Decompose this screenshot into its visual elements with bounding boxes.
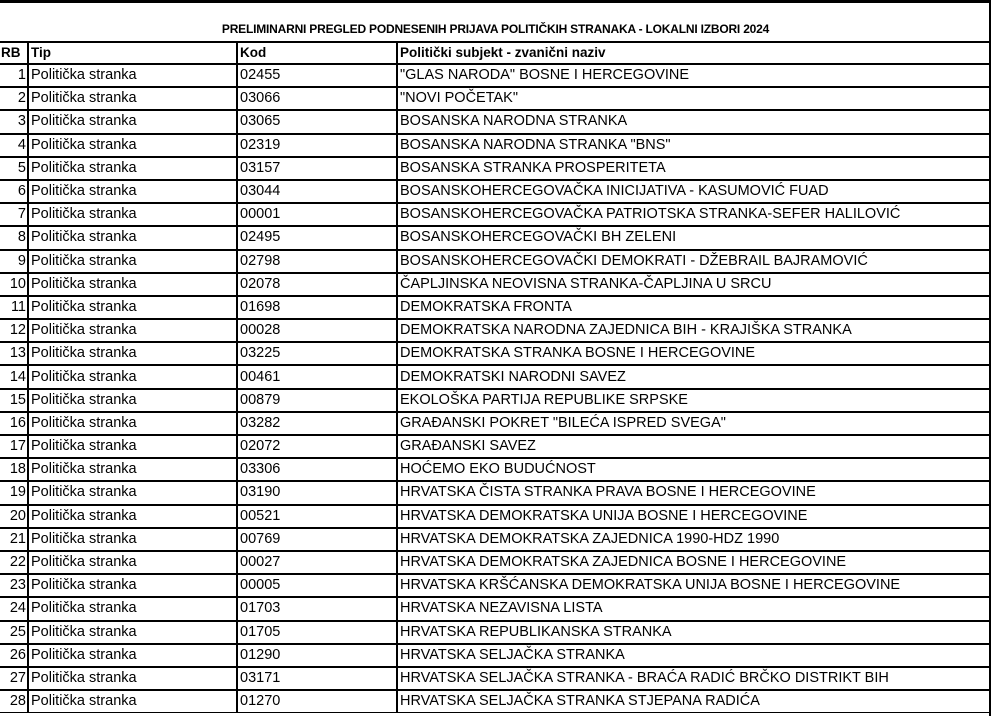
cell-rb: 21 (0, 528, 28, 551)
cell-naziv: GRAĐANSKI SAVEZ (397, 435, 991, 458)
table-row (0, 226, 991, 249)
cell-kod: 03171 (237, 667, 397, 690)
cell-naziv: HRVATSKA SELJAČKA STRANKA - BRAĆA RADIĆ BRČKO DISTRIKT BIH (397, 667, 991, 690)
table-row (0, 389, 991, 412)
table-row (0, 528, 991, 551)
cell-naziv: HRVATSKA DEMOKRATSKA ZAJEDNICA BOSNE I HERCEGOVINE (397, 551, 991, 574)
cell-rb: 8 (0, 226, 28, 249)
table-row (0, 667, 991, 690)
cell-kod: 00879 (237, 389, 397, 412)
cell-naziv: HRVATSKA SELJAČKA STRANKA (397, 644, 991, 667)
table-row (0, 412, 991, 435)
cell-kod: 00461 (237, 365, 397, 388)
cell-naziv: EKOLOŠKA PARTIJA REPUBLIKE SRPSKE (397, 389, 991, 412)
cell-kod: 00027 (237, 551, 397, 574)
cell-rb: 26 (0, 644, 28, 667)
cell-rb: 19 (0, 481, 28, 504)
cell-rb: 5 (0, 157, 28, 180)
cell-kod: 03066 (237, 87, 397, 110)
cell-rb: 28 (0, 690, 28, 713)
cell-tip: Politička stranka (28, 64, 237, 87)
cell-rb: 23 (0, 574, 28, 597)
cell-naziv: BOSANSKOHERCEGOVAČKI BH ZELENI (397, 226, 991, 249)
cell-naziv: DEMOKRATSKA FRONTA (397, 296, 991, 319)
cell-rb: 18 (0, 458, 28, 481)
cell-naziv: DEMOKRATSKA STRANKA BOSNE I HERCEGOVINE (397, 342, 991, 365)
cell-kod: 01705 (237, 621, 397, 644)
cell-rb: 22 (0, 551, 28, 574)
cell-naziv: HRVATSKA KRŠĆANSKA DEMOKRATSKA UNIJA BOSNE I HERCEGOVINE (397, 574, 991, 597)
table-row (0, 505, 991, 528)
table-row (0, 110, 991, 133)
cell-rb: 16 (0, 412, 28, 435)
cell-kod: 02072 (237, 435, 397, 458)
document-title: PRELIMINARNI PREGLED PODNESENIH PRIJAVA POLITIČKIH STRANAKA - LOKALNI IZBORI 2024 (221, 22, 770, 36)
cell-kod: 02455 (237, 64, 397, 87)
cell-naziv: HRVATSKA DEMOKRATSKA ZAJEDNICA 1990-HDZ 1990 (397, 528, 991, 551)
table-row (0, 273, 991, 296)
cell-tip: Politička stranka (28, 342, 237, 365)
cell-naziv: HRVATSKA SELJAČKA STRANKA STJEPANA RADIĆA (397, 690, 991, 713)
cell-naziv: BOSANSKOHERCEGOVAČKA PATRIOTSKA STRANKA-SEFER HALILOVIĆ (397, 203, 991, 226)
cell-tip: Politička stranka (28, 157, 237, 180)
cell-tip: Politička stranka (28, 621, 237, 644)
cell-rb: 17 (0, 435, 28, 458)
cell-tip: Politička stranka (28, 667, 237, 690)
cell-kod: 00521 (237, 505, 397, 528)
cell-rb: 4 (0, 134, 28, 157)
cell-naziv: BOSANSKA NARODNA STRANKA (397, 110, 991, 133)
cell-kod: 03065 (237, 110, 397, 133)
table-row (0, 319, 991, 342)
table-row (0, 481, 991, 504)
cell-kod: 00001 (237, 203, 397, 226)
cell-naziv: GRAĐANSKI POKRET "BILEĆA ISPRED SVEGA" (397, 412, 991, 435)
cell-naziv: BOSANSKOHERCEGOVAČKI DEMOKRATI - DŽEBRAIL BAJRAMOVIĆ (397, 250, 991, 273)
cell-tip: Politička stranka (28, 458, 237, 481)
table-row (0, 180, 991, 203)
cell-tip: Politička stranka (28, 87, 237, 110)
cell-naziv: HRVATSKA ČISTA STRANKA PRAVA BOSNE I HERCEGOVINE (397, 481, 991, 504)
cell-kod: 01698 (237, 296, 397, 319)
cell-kod: 03225 (237, 342, 397, 365)
cell-kod: 03190 (237, 481, 397, 504)
parties-table (0, 41, 991, 713)
table-row (0, 435, 991, 458)
cell-rb: 11 (0, 296, 28, 319)
cell-rb: 25 (0, 621, 28, 644)
cell-naziv: BOSANSKA STRANKA PROSPERITETA (397, 157, 991, 180)
cell-tip: Politička stranka (28, 644, 237, 667)
cell-rb: 10 (0, 273, 28, 296)
cell-rb: 24 (0, 597, 28, 620)
cell-tip: Politička stranka (28, 435, 237, 458)
cell-tip: Politička stranka (28, 134, 237, 157)
cell-rb: 9 (0, 250, 28, 273)
cell-tip: Politička stranka (28, 690, 237, 713)
table-row (0, 365, 991, 388)
cell-kod: 03157 (237, 157, 397, 180)
table-row (0, 250, 991, 273)
cell-kod: 01270 (237, 690, 397, 713)
cell-tip: Politička stranka (28, 110, 237, 133)
table-row (0, 458, 991, 481)
cell-tip: Politička stranka (28, 296, 237, 319)
cell-rb: 27 (0, 667, 28, 690)
cell-rb: 7 (0, 203, 28, 226)
cell-kod: 02319 (237, 134, 397, 157)
cell-tip: Politička stranka (28, 505, 237, 528)
table-row (0, 690, 991, 713)
cell-naziv: HRVATSKA NEZAVISNA LISTA (397, 597, 991, 620)
cell-naziv: "GLAS NARODA" BOSNE I HERCEGOVINE (397, 64, 991, 87)
table-body (0, 64, 991, 713)
cell-rb: 14 (0, 365, 28, 388)
cell-naziv: BOSANSKA NARODNA STRANKA "BNS" (397, 134, 991, 157)
cell-tip: Politička stranka (28, 389, 237, 412)
table-header-row (0, 42, 991, 64)
cell-naziv: HRVATSKA DEMOKRATSKA UNIJA BOSNE I HERCEGOVINE (397, 505, 991, 528)
cell-kod: 03044 (237, 180, 397, 203)
table-row (0, 87, 991, 110)
cell-tip: Politička stranka (28, 250, 237, 273)
cell-naziv: HOĆEMO EKO BUDUĆNOST (397, 458, 991, 481)
cell-naziv: "NOVI POČETAK" (397, 87, 991, 110)
table-row (0, 644, 991, 667)
cell-kod: 03306 (237, 458, 397, 481)
cell-rb: 13 (0, 342, 28, 365)
cell-kod: 00028 (237, 319, 397, 342)
cell-kod: 02078 (237, 273, 397, 296)
table-row (0, 551, 991, 574)
table-row (0, 621, 991, 644)
cell-rb: 6 (0, 180, 28, 203)
cell-naziv: BOSANSKOHERCEGOVAČKA INICIJATIVA - KASUMOVIĆ FUAD (397, 180, 991, 203)
cell-naziv: DEMOKRATSKI NARODNI SAVEZ (397, 365, 991, 388)
header-tip: Tip (28, 42, 237, 64)
cell-kod: 03282 (237, 412, 397, 435)
table-row (0, 597, 991, 620)
header-naziv: Politički subjekt - zvanični naziv (397, 42, 991, 64)
cell-naziv: HRVATSKA REPUBLIKANSKA STRANKA (397, 621, 991, 644)
cell-rb: 12 (0, 319, 28, 342)
cell-tip: Politička stranka (28, 180, 237, 203)
table-row (0, 574, 991, 597)
cell-rb: 3 (0, 110, 28, 133)
table-row (0, 203, 991, 226)
cell-kod: 00005 (237, 574, 397, 597)
cell-tip: Politička stranka (28, 528, 237, 551)
cell-kod: 02495 (237, 226, 397, 249)
cell-tip: Politička stranka (28, 574, 237, 597)
cell-tip: Politička stranka (28, 226, 237, 249)
cell-tip: Politička stranka (28, 273, 237, 296)
cell-naziv: ČAPLJINSKA NEOVISNA STRANKA-ČAPLJINA U SRCU (397, 273, 991, 296)
cell-kod: 02798 (237, 250, 397, 273)
cell-tip: Politička stranka (28, 597, 237, 620)
cell-tip: Politička stranka (28, 319, 237, 342)
cell-kod: 01290 (237, 644, 397, 667)
cell-tip: Politička stranka (28, 412, 237, 435)
table-row (0, 134, 991, 157)
cell-tip: Politička stranka (28, 481, 237, 504)
cell-rb: 15 (0, 389, 28, 412)
cell-rb: 1 (0, 64, 28, 87)
table-row (0, 157, 991, 180)
cell-tip: Politička stranka (28, 365, 237, 388)
cell-naziv: DEMOKRATSKA NARODNA ZAJEDNICA BIH - KRAJIŠKA STRANKA (397, 319, 991, 342)
table-row (0, 342, 991, 365)
table-row (0, 296, 991, 319)
cell-rb: 20 (0, 505, 28, 528)
header-kod: Kod (237, 42, 397, 64)
cell-tip: Politička stranka (28, 203, 237, 226)
cell-kod: 00769 (237, 528, 397, 551)
cell-kod: 01703 (237, 597, 397, 620)
cell-rb: 2 (0, 87, 28, 110)
header-rb: RB (0, 42, 28, 64)
cell-tip: Politička stranka (28, 551, 237, 574)
table-row (0, 64, 991, 87)
